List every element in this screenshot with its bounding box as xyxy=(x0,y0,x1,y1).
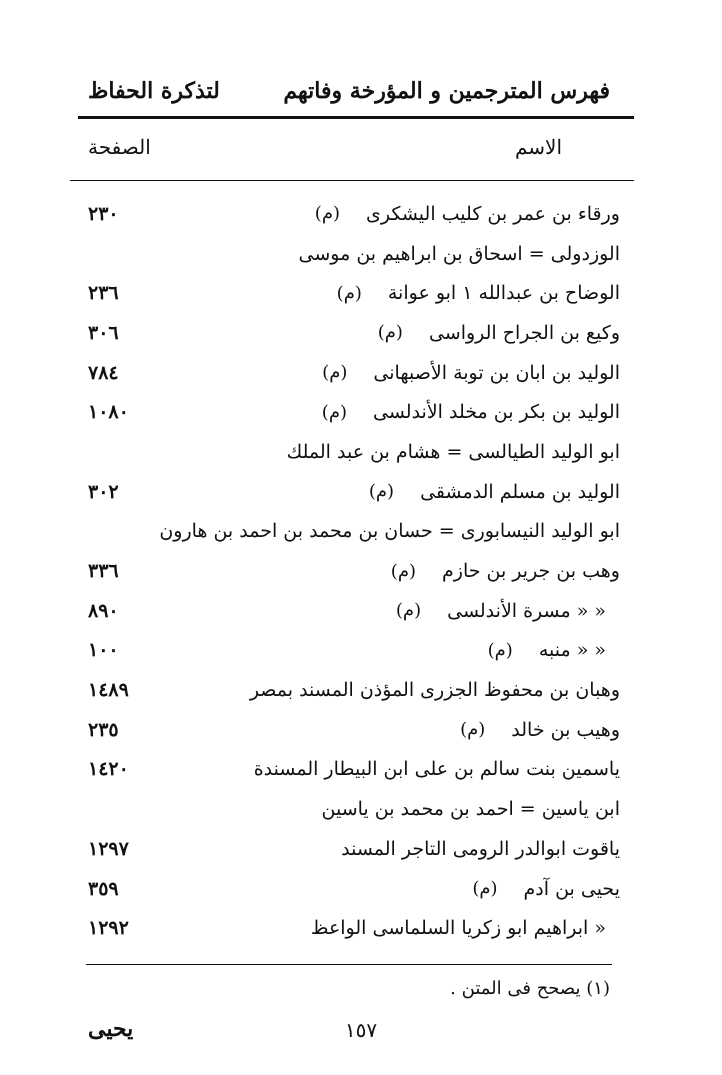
index-entry xyxy=(88,273,620,313)
entry-name: وهب بن جرير بن حازم xyxy=(442,560,620,583)
running-head-right: فهرس المترجمين و المؤرخة وفاتهم xyxy=(283,78,610,104)
index-entries xyxy=(88,194,620,948)
entry-name: « « مسرة الأندلسى xyxy=(447,599,606,622)
entry-page-number: ٧٨٤ xyxy=(88,361,119,384)
footnote: (١) يصحح فى المتن . xyxy=(450,978,610,999)
entry-page-number: ٣٠٦ xyxy=(88,321,119,344)
footnote-rule xyxy=(86,964,612,965)
index-entry xyxy=(88,512,620,552)
entry-mark: (م) xyxy=(390,560,416,582)
entry-name: يحيى بن آدم xyxy=(523,877,620,900)
entry-page-number: ٣٥٩ xyxy=(88,877,119,900)
page-number: ١٥٧ xyxy=(344,1018,378,1042)
index-entry xyxy=(88,353,620,393)
entry-name-group xyxy=(369,481,620,503)
index-entry xyxy=(88,710,620,750)
entry-name-group xyxy=(460,719,620,741)
entry-name: وهيب بن خالد xyxy=(511,718,620,741)
index-entry xyxy=(88,908,620,948)
index-entry xyxy=(88,194,620,234)
entry-name-group xyxy=(315,203,620,225)
entry-name: الوزدولى = اسحاق بن ابراهيم بن موسى xyxy=(298,242,620,265)
index-entry xyxy=(88,631,620,671)
entry-name-group xyxy=(250,679,620,701)
index-entry xyxy=(88,432,620,472)
entry-mark: (م) xyxy=(368,481,395,503)
entry-name: ورقاء بن عمر بن كليب اليشكرى xyxy=(366,202,620,225)
header-rule xyxy=(78,116,634,119)
running-head xyxy=(88,74,610,108)
entry-mark: (م) xyxy=(460,719,486,741)
entry-name: ياسمين بنت سالم بن على ابن البيطار المسندة xyxy=(253,758,620,781)
entry-name-group xyxy=(299,243,620,265)
entry-name-group xyxy=(341,838,620,860)
entry-page-number: ١٤٨٩ xyxy=(88,679,129,702)
page-column-header: الصفحة xyxy=(88,135,151,159)
entry-name-group xyxy=(396,600,620,622)
column-header-rule xyxy=(70,180,634,181)
entry-name: الوليد بن بكر بن مخلد الأندلسى xyxy=(373,401,620,424)
entry-name: الوليد بن ابان بن توبة الأصبهانى xyxy=(373,361,620,384)
entry-page-number: ١٤٢٠ xyxy=(88,758,129,781)
running-head-left: لتذكرة الحفاظ xyxy=(88,78,220,104)
entry-name-group xyxy=(287,441,620,463)
entry-name-group xyxy=(322,401,620,423)
entry-name: الوليد بن مسلم الدمشقى xyxy=(420,480,620,503)
entry-mark: (م) xyxy=(314,203,340,225)
index-entry xyxy=(88,234,620,274)
entry-page-number: ١٠٨٠ xyxy=(88,401,129,424)
index-entry xyxy=(88,313,620,353)
entry-mark: (م) xyxy=(377,322,403,344)
entry-name-group xyxy=(378,322,620,344)
entry-name-group xyxy=(159,520,620,542)
entry-name-group xyxy=(472,878,620,900)
entry-mark: (م) xyxy=(321,401,347,423)
entry-page-number: ٢٣٠ xyxy=(88,202,119,225)
entry-page-number: ٣٠٢ xyxy=(88,480,119,503)
entry-page-number: ٣٣٦ xyxy=(88,560,119,583)
entry-name: « ابراهيم ابو زكريا السلماسى الواعظ xyxy=(310,917,606,940)
index-entry xyxy=(88,392,620,432)
index-entry xyxy=(88,591,620,631)
entry-mark: (م) xyxy=(487,639,513,661)
index-entry xyxy=(88,829,620,869)
entry-name-group xyxy=(391,560,620,582)
entry-mark: (م) xyxy=(336,282,362,304)
entry-name: ابو الوليد الطيالسى = هشام بن عبد الملك xyxy=(286,440,620,463)
entry-name-group xyxy=(488,639,620,661)
entry-name: الوضاح بن عبدالله ١ ابو عوانة xyxy=(387,282,620,305)
entry-page-number: ٢٣٥ xyxy=(88,718,119,741)
entry-page-number: ٢٣٦ xyxy=(88,282,119,305)
entry-name-group xyxy=(322,798,621,820)
entry-name: وهبان بن محفوظ الجزرى المؤذن المسند بمصر xyxy=(249,679,620,702)
entry-name-group xyxy=(311,917,620,939)
entry-page-number: ١٢٩٧ xyxy=(88,837,129,860)
entry-page-number: ١٢٩٢ xyxy=(88,917,129,940)
entry-name: ابن ياسين = احمد بن محمد بن ياسين xyxy=(321,798,620,821)
entry-name-group xyxy=(254,758,620,780)
entry-name-group xyxy=(337,282,620,304)
index-entry xyxy=(88,472,620,512)
catchword: يحيى xyxy=(88,1016,134,1042)
entry-page-number: ٨٩٠ xyxy=(88,599,119,622)
entry-name: ياقوت ابوالدر الرومى التاجر المسند xyxy=(341,837,620,860)
index-entry xyxy=(88,869,620,909)
entry-mark: (م) xyxy=(395,600,422,622)
column-headers xyxy=(88,130,610,164)
entry-page-number: ١٠٠ xyxy=(88,639,119,662)
entry-mark: (م) xyxy=(472,878,498,900)
entry-name: ابو الوليد النيسابورى = حسان بن محمد بن احمد بن هارون xyxy=(159,520,620,543)
index-entry xyxy=(88,789,620,829)
entry-name: وكيع بن الجراح الرواسى xyxy=(428,321,620,344)
entry-name: « « منبه xyxy=(538,639,606,662)
entry-mark: (م) xyxy=(322,362,348,384)
entry-name-group xyxy=(322,362,620,384)
index-entry xyxy=(88,551,620,591)
name-column-header: الاسم xyxy=(514,135,562,159)
index-entry xyxy=(88,670,620,710)
index-entry xyxy=(88,750,620,790)
